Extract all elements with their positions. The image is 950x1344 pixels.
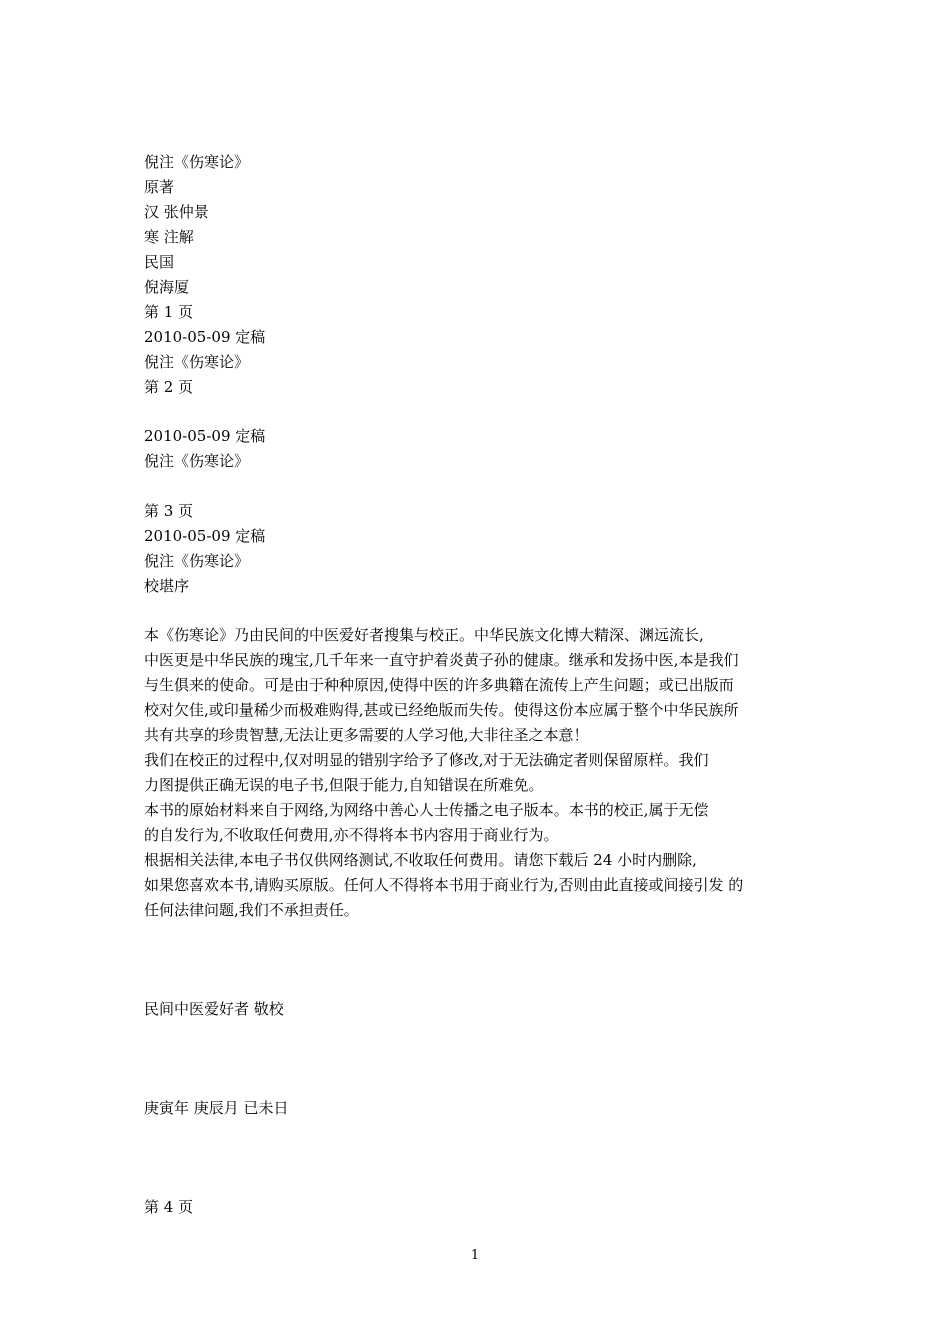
header-line-author: 汉 张仲景 [144, 203, 209, 221]
preface-line: 力图提供正确无误的电子书,但限于能力,自知错误在所难免。 [144, 776, 544, 794]
preface-line: 共有共享的珍贵智慧,无法让更多需要的人学习他,大非往圣之本意！ [144, 726, 589, 744]
header-line-date-3: 2010-05-09 定稿 [144, 527, 266, 545]
header-line-title-4: 倪注《伤寒论》 [144, 552, 250, 570]
header-line-original: 原著 [144, 178, 175, 196]
preface-line: 我们在校正的过程中,仅对明显的错别字给予了修改,对于无法确定者则保留原样。我们 [144, 751, 709, 769]
preface-line: 根据相关法律,本电子书仅供网络测试,不收取任何费用。请您下载后 24 小时内删除, [144, 851, 697, 869]
header-line-annotation: 寒 注解 [144, 228, 194, 246]
preface-line: 如果您喜欢本书,请购买原版。任何人不得将本书用于商业行为,否则由此直接或间接引发 的 [144, 876, 744, 894]
date-line: 庚寅年 庚辰月 已未日 [144, 1099, 289, 1117]
header-line-page-2: 第 2 页 [144, 378, 194, 396]
preface-line: 与生俱来的使命。可是由于种种原因,使得中医的许多典籍在流传上产生问题；或已出版而 [144, 676, 734, 694]
preface-line: 中医更是中华民族的瑰宝,几千年来一直守护着炎黄子孙的健康。继承和发扬中医,本是我们 [144, 651, 739, 669]
signature-line: 民间中医爱好者 敬校 [144, 1000, 284, 1018]
header-line-date-1: 2010-05-09 定稿 [144, 328, 266, 346]
header-line-date-2: 2010-05-09 定稿 [144, 427, 266, 445]
header-line-page-3: 第 3 页 [144, 502, 194, 520]
preface-line: 任何法律问题,我们不承担责任。 [144, 901, 359, 919]
header-line-era: 民国 [144, 253, 175, 271]
header-line-annotator: 倪海厦 [144, 278, 190, 296]
preface-line: 校对欠佳,或印量稀少而极难购得,甚或已经绝版而失传。使得这份本应属于整个中华民族所 [144, 701, 739, 719]
preface-line: 本《伤寒论》乃由民间的中医爱好者搜集与校正。中华民族文化博大精深、渊远流长, [144, 626, 704, 644]
header-line-title-3: 倪注《伤寒论》 [144, 452, 250, 470]
header-line-title-2: 倪注《伤寒论》 [144, 353, 250, 371]
preface-heading: 校堪序 [144, 577, 190, 595]
preface-line: 的自发行为,不收取任何费用,亦不得将本书内容用于商业行为。 [144, 826, 559, 844]
header-line-page-1: 第 1 页 [144, 303, 194, 321]
preface-line: 本书的原始材料来自于网络,为网络中善心人士传播之电子版本。本书的校正,属于无偿 [144, 801, 709, 819]
page-marker: 第 4 页 [144, 1198, 194, 1216]
footer-page-number: 1 [470, 1248, 480, 1263]
header-line-title: 倪注《伤寒论》 [144, 153, 250, 171]
